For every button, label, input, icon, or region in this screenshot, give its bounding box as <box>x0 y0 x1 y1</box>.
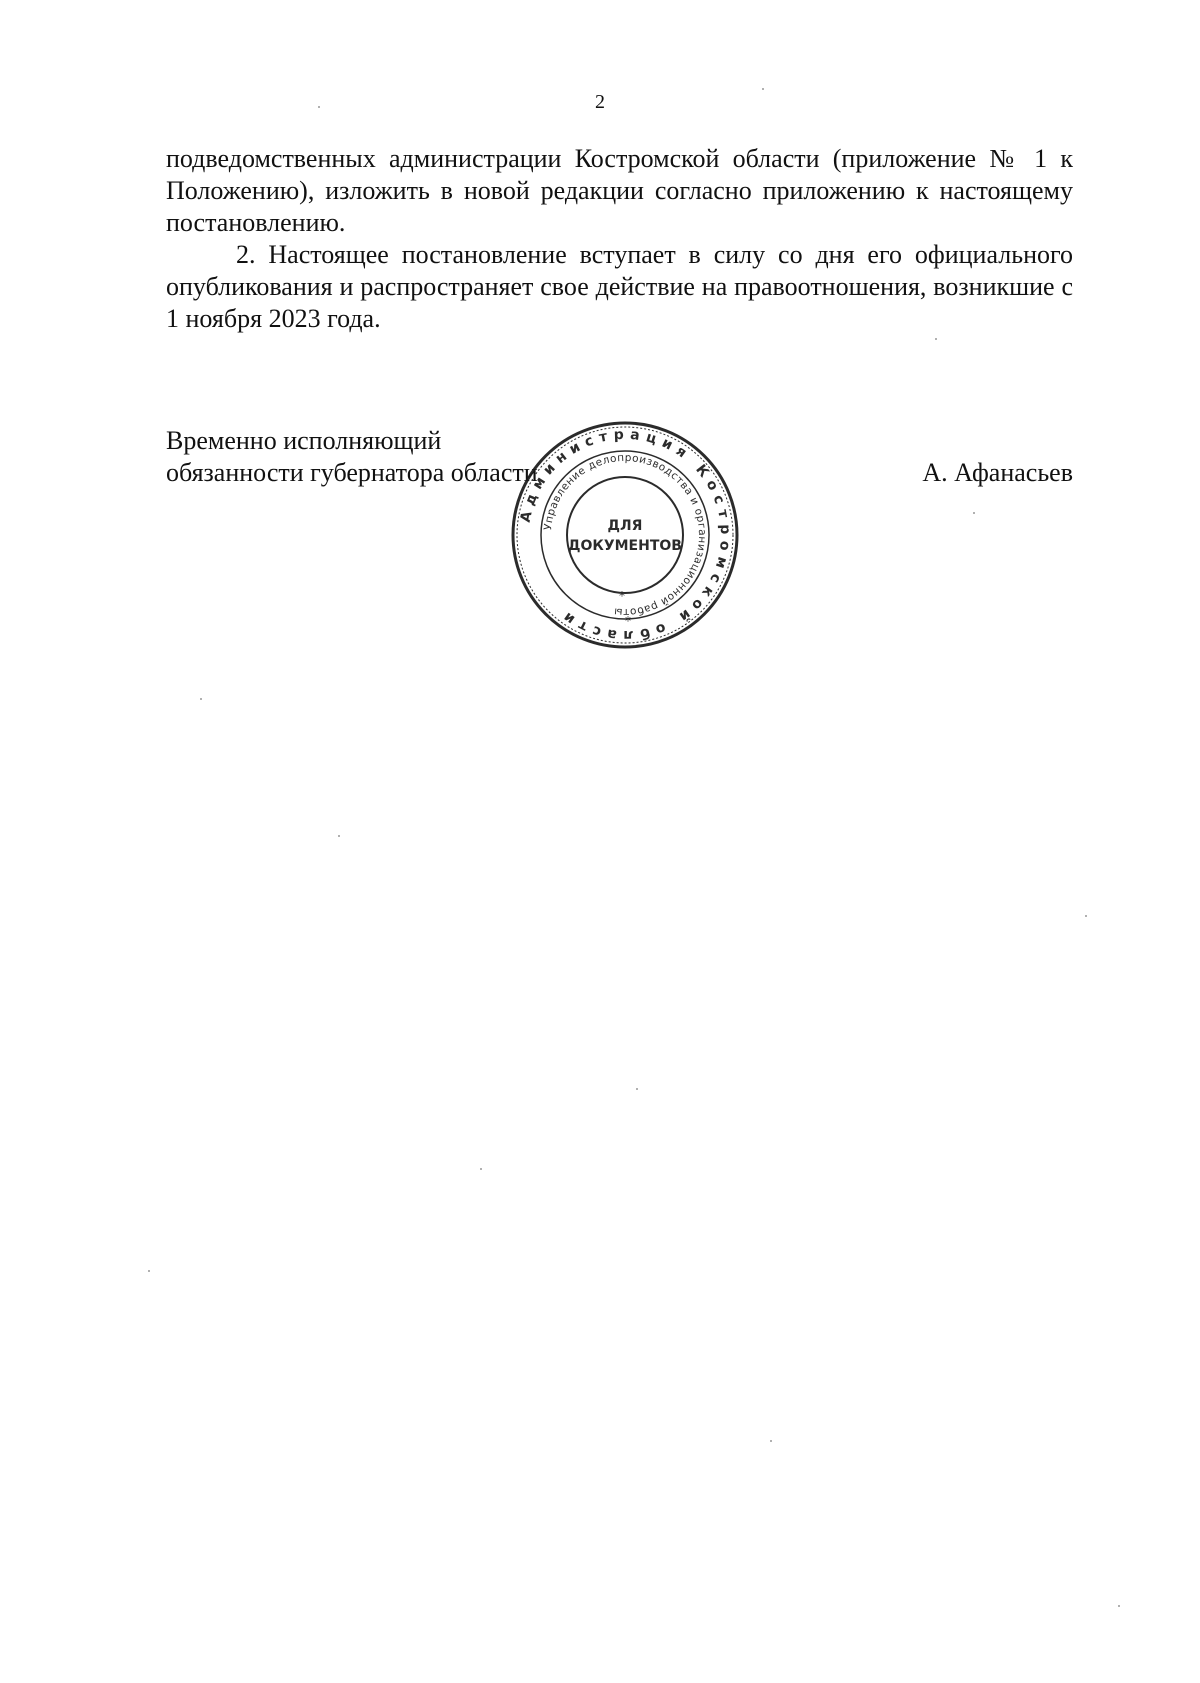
paragraph-item-2: 2. Настоящее постановление вступает в силу со дня его официального опубликования и распространяет свое действие на правоотношения, возникшие с 1 ноября 2023 года. <box>166 240 1073 333</box>
scan-speck <box>1085 915 1087 917</box>
scan-speck <box>636 1088 638 1090</box>
scan-speck <box>200 698 202 700</box>
stamp-star-icon: * <box>625 614 631 628</box>
signatory-title-line-1: Временно исполняющий <box>166 426 442 455</box>
scan-speck <box>1118 1605 1120 1607</box>
scan-speck <box>770 1440 772 1442</box>
scan-speck <box>480 1168 482 1170</box>
scan-speck <box>973 512 975 514</box>
official-seal-stamp <box>510 420 740 650</box>
signatory-name: А. Афанасьев <box>922 458 1073 487</box>
stamp-star-icon: * <box>619 589 625 603</box>
paragraph-continuation: подведомственных администрации Костромской области (приложение № 1 к Положению), изложить в новой редакции согласно приложению к настоящему постановлению. <box>166 144 1073 237</box>
scan-speck <box>762 88 764 90</box>
signatory-title-line-2: обязанности губернатора области <box>166 458 538 487</box>
stamp-center-line-2: ДОКУМЕНТОВ <box>568 538 682 554</box>
stamp-inner-text: Управление делопроизводства и организационной работы <box>542 451 709 619</box>
scan-speck <box>338 835 340 837</box>
stamp-outer-text: Администрация Костромской области <box>517 426 734 644</box>
stamp-inner-ring <box>567 477 683 593</box>
stamp-center-line-1: ДЛЯ <box>607 518 643 534</box>
document-body <box>166 143 1073 335</box>
page-number: 2 <box>595 91 605 113</box>
scan-speck <box>318 106 320 108</box>
scan-speck <box>935 338 937 340</box>
scan-speck <box>148 1270 150 1272</box>
